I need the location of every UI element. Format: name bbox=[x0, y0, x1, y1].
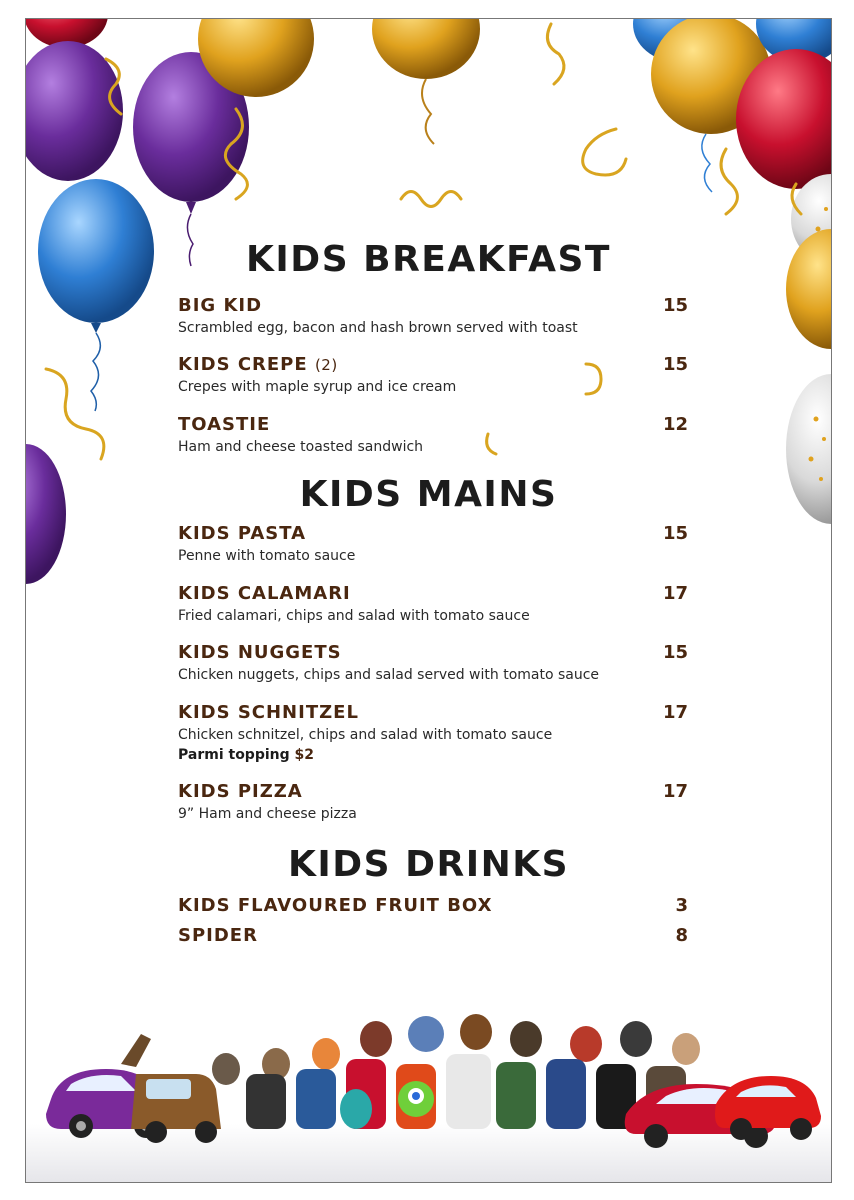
item-description: 9” Ham and cheese pizza bbox=[178, 806, 357, 822]
item-price: 17 bbox=[662, 583, 688, 604]
item-price: 3 bbox=[675, 895, 688, 916]
menu-item bbox=[178, 781, 688, 824]
item-price: 8 bbox=[675, 925, 688, 946]
item-name: SPIDER bbox=[178, 925, 258, 946]
item-quantity: (2) bbox=[314, 356, 338, 374]
item-name: TOASTIE bbox=[178, 414, 271, 435]
menu-item bbox=[178, 895, 688, 917]
section-title-breakfast: KIDS BREAKFAST bbox=[246, 239, 611, 280]
characters-illustration bbox=[26, 984, 831, 1182]
menu-item bbox=[178, 583, 688, 626]
menu-item bbox=[178, 414, 688, 457]
menu-item bbox=[178, 925, 688, 947]
item-extra bbox=[178, 745, 688, 765]
item-description: Crepes with maple syrup and ice cream bbox=[178, 379, 457, 395]
item-name-text: KIDS CREPE bbox=[178, 354, 308, 375]
item-price: 17 bbox=[662, 781, 688, 802]
menu-page bbox=[25, 18, 832, 1183]
item-name: KIDS FLAVOURED FRUIT BOX bbox=[178, 895, 493, 916]
item-name: BIG KID bbox=[178, 295, 263, 316]
item-name: KIDS PIZZA bbox=[178, 781, 303, 802]
item-name: KIDS CALAMARI bbox=[178, 583, 351, 604]
item-name bbox=[178, 354, 688, 376]
menu-item bbox=[178, 295, 688, 338]
item-name: KIDS PASTA bbox=[178, 523, 307, 544]
item-price: 15 bbox=[662, 354, 688, 375]
section-title-mains: KIDS MAINS bbox=[299, 474, 558, 515]
item-description: Penne with tomato sauce bbox=[178, 548, 356, 564]
item-price: 12 bbox=[662, 414, 688, 435]
item-description: Chicken schnitzel, chips and salad with tomato sauce bbox=[178, 727, 553, 743]
item-description: Chicken nuggets, chips and salad served with tomato sauce bbox=[178, 667, 600, 683]
item-description: Ham and cheese toasted sandwich bbox=[178, 439, 424, 455]
menu-item bbox=[178, 642, 688, 685]
menu-item bbox=[178, 523, 688, 566]
item-price: 15 bbox=[662, 642, 688, 663]
item-price: 17 bbox=[662, 702, 688, 723]
item-name: KIDS SCHNITZEL bbox=[178, 702, 359, 723]
item-price: 15 bbox=[662, 295, 688, 316]
menu-item bbox=[178, 354, 688, 397]
menu-item bbox=[178, 702, 688, 765]
item-price: 15 bbox=[662, 523, 688, 544]
item-description: Fried calamari, chips and salad with tomato sauce bbox=[178, 608, 530, 624]
section-title-drinks: KIDS DRINKS bbox=[287, 844, 570, 885]
extra-label: Parmi topping bbox=[178, 747, 290, 763]
item-description: Scrambled egg, bacon and hash brown served with toast bbox=[178, 320, 578, 336]
extra-price: $2 bbox=[294, 747, 314, 763]
item-name: KIDS NUGGETS bbox=[178, 642, 342, 663]
